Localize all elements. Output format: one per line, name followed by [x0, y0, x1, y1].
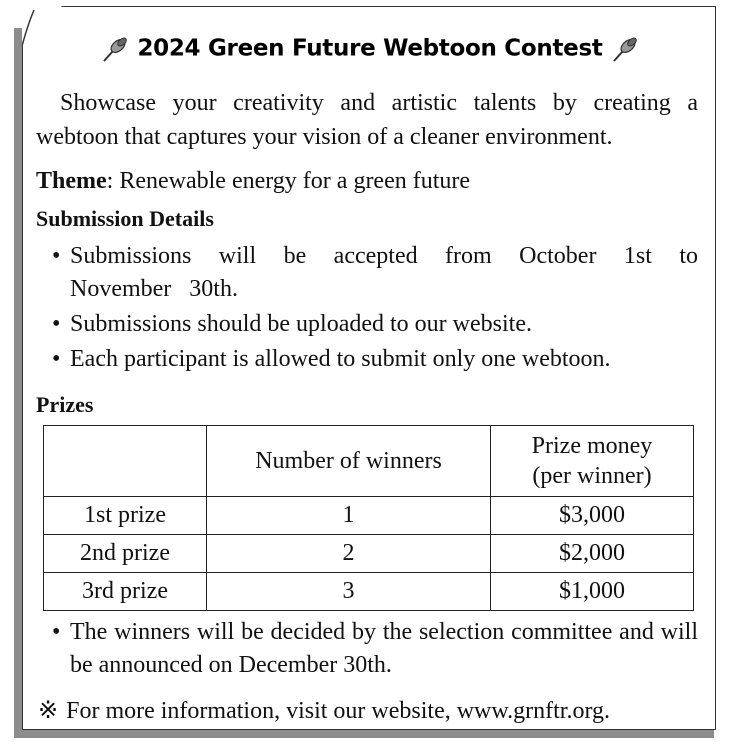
footer-text: For more information, visit our website, www.grnftr.org.	[66, 698, 611, 724]
table-header-row	[44, 426, 694, 497]
pushpin-icon	[100, 34, 130, 64]
prize-name-cell: 1st prize	[44, 497, 207, 535]
list-item: • The winners will be decided by the selection committee and will be announced on December 30th.	[50, 616, 698, 682]
money-cell: $1,000	[491, 573, 694, 611]
contest-title	[60, 34, 680, 64]
winners-cell: 1	[207, 497, 491, 535]
theme-label: Theme	[36, 168, 107, 194]
theme-line	[36, 164, 698, 198]
intro-paragraph: Showcase your creativity and artistic talents by creating a webtoon that captures your vision of a cleaner environment.	[36, 90, 698, 150]
prize-name-cell: 2nd prize	[44, 535, 207, 573]
table-header-money	[491, 426, 694, 497]
contest-title-text: 2024 Green Future Webtoon Contest	[137, 35, 603, 62]
folded-corner	[22, 6, 62, 46]
submission-heading: Submission Details	[36, 206, 214, 231]
winners-cell: 2	[207, 535, 491, 573]
footer-note	[38, 696, 610, 725]
table-row	[44, 497, 694, 535]
money-cell: $2,000	[491, 535, 694, 573]
prize-name-cell: 3rd prize	[44, 573, 207, 611]
list-item: • Submissions should be uploaded to our website.	[50, 308, 698, 341]
list-item: • Submissions will be accepted from October 1st to November 30th.	[50, 240, 698, 306]
money-header-line2: (per winner)	[532, 463, 652, 489]
prizes-heading: Prizes	[36, 392, 94, 417]
table-row	[44, 535, 694, 573]
theme-value: : Renewable energy for a green future	[106, 168, 471, 194]
table-header-empty	[44, 426, 207, 497]
prizes-table	[43, 425, 694, 611]
winners-cell: 3	[207, 573, 491, 611]
reference-mark-icon: ※	[38, 698, 59, 724]
pushpin-icon	[610, 34, 640, 64]
submission-list	[50, 240, 698, 378]
table-row	[44, 573, 694, 611]
money-header-line1: Prize money	[531, 433, 653, 459]
page-shadow-bottom	[14, 730, 714, 738]
money-cell: $3,000	[491, 497, 694, 535]
list-item: • Each participant is allowed to submit only one webtoon.	[50, 343, 698, 376]
winners-note-list	[50, 616, 698, 684]
table-header-winners: Number of winners	[207, 426, 491, 497]
